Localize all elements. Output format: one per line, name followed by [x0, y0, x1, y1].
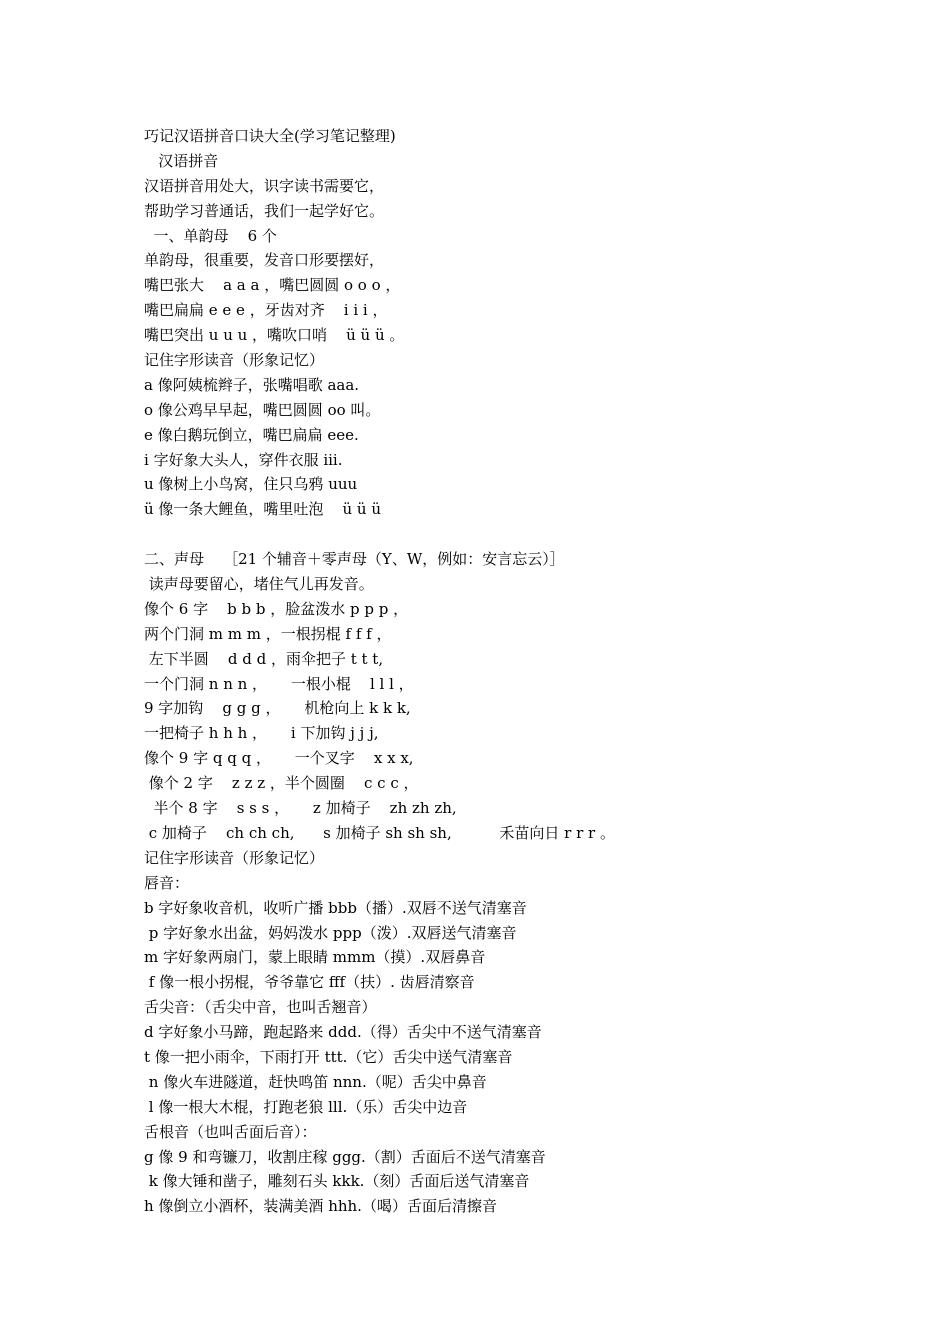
text-line: 一把椅子 h h h ， i 下加钩 j j j, — [144, 724, 379, 743]
text-line: u 像树上小鸟窝，住只乌鸦 uuu — [144, 475, 358, 494]
text-line: p 字好象水出盆，妈妈泼水 ppp（泼）.双唇送气清塞音 — [144, 923, 517, 942]
text-line: 嘴巴张大 a a a ，嘴巴圆圆 o o o ， — [144, 276, 401, 295]
text-line: k 像大锤和凿子，雕刻石头 kkk.（刻）舌面后送气清塞音 — [144, 1172, 530, 1191]
text-line: b 字好象收音机，收听广播 bbb（播）.双唇不送气清塞音 — [144, 898, 527, 917]
text-line: 像个 2 字 z z z ，半个圆圈 c c c ， — [144, 774, 419, 793]
text-line: e 像白鹅玩倒立，嘴巴扁扁 eee. — [144, 425, 359, 444]
text-line: 像个 6 字 b b b ，脸盆泼水 p p p ， — [144, 599, 409, 618]
text-line: t 像一把小雨伞，下雨打开 ttt.（它）舌尖中送气清塞音 — [144, 1047, 513, 1066]
text-line: i 字好象大头人，穿件衣服 iii. — [144, 450, 343, 469]
text-line: 9 字加钩 g g g ， 机枪向上 k k k, — [144, 699, 411, 718]
text-line: 一个门洞 n n n ， 一根小棍 l l l ， — [144, 674, 414, 693]
text-line: 左下半圆 d d d ，雨伞把子 t t t, — [144, 649, 384, 668]
text-line: 像个 9 字 q q q ， 一个叉字 x x x, — [144, 749, 414, 768]
text-line: 汉语拼音用处大，识字读书需要它， — [144, 176, 385, 195]
text-line: 单韵母，很重要，发音口形要摆好， — [144, 251, 385, 270]
text-line: ü 像一条大鲤鱼，嘴里吐泡 ü ü ü — [144, 500, 382, 519]
text-line: 记住字形读音（形象记忆） — [144, 351, 325, 370]
text-line: 巧记汉语拼音口诀大全(学习笔记整理) — [144, 127, 396, 145]
text-line: 半个 8 字 s s s ， z 加椅子 zh zh zh, — [144, 799, 457, 818]
text-line: 嘴巴突出 u u u ，嘴吹口哨 ü ü ü 。 — [144, 326, 405, 345]
text-line: a 像阿姨梳辫子，张嘴唱歌 aaa. — [144, 375, 360, 394]
text-line: 两个门洞 m m m ，一根拐棍 f f f ， — [144, 624, 392, 643]
text-line: c 加椅子 ch ch ch, s 加椅子 sh sh sh, 禾苗向日 r r r 。 — [144, 823, 615, 842]
text-line: h 像倒立小酒杯，装满美酒 hhh.（喝）舌面后清擦音 — [144, 1197, 497, 1216]
text-line: 舌尖音：（舌尖中音，也叫舌翘音） — [144, 998, 377, 1017]
text-line: 舌根音（也叫舌面后音）： — [144, 1122, 317, 1141]
text-line: 二、声母 ［21 个辅音＋零声母（Y、W，例如：安言忘云）］ — [144, 550, 565, 569]
text-line: 嘴巴扁扁 e e e ，牙齿对齐 i i i ， — [144, 301, 388, 320]
blank-line — [144, 522, 904, 547]
text-line: g 像 9 和弯镰刀，收割庄稼 ggg.（割）舌面后不送气清塞音 — [144, 1147, 546, 1166]
text-line: o 像公鸡早早起，嘴巴圆圆 oo 叫。 — [144, 400, 381, 419]
text-line: m 字好象两扇门，蒙上眼睛 mmm（摸）.双唇鼻音 — [144, 948, 486, 967]
text-line: 一、单韵母 6 个 — [144, 226, 277, 245]
text-line: n 像火车进隧道，赶快鸣笛 nnn.（呢）舌尖中鼻音 — [144, 1072, 487, 1091]
text-line: 唇音： — [144, 873, 190, 892]
text-line: 汉语拼音 — [144, 151, 219, 170]
text-line: l 像一根大木棍，打跑老狼 lll.（乐）舌尖中边音 — [144, 1097, 468, 1116]
text-line: 帮助学习普通话，我们一起学好它。 — [144, 201, 385, 220]
document-body — [144, 124, 904, 1219]
text-line: d 字好象小马蹄，跑起路来 ddd.（得）舌尖中不送气清塞音 — [144, 1023, 542, 1042]
text-line: f 像一根小拐棍，爷爷靠它 fff（扶）. 齿唇清察音 — [144, 973, 475, 992]
text-line: 读声母要留心，堵住气儿再发音。 — [144, 575, 374, 594]
text-line: 记住字形读音（形象记忆） — [144, 848, 325, 867]
